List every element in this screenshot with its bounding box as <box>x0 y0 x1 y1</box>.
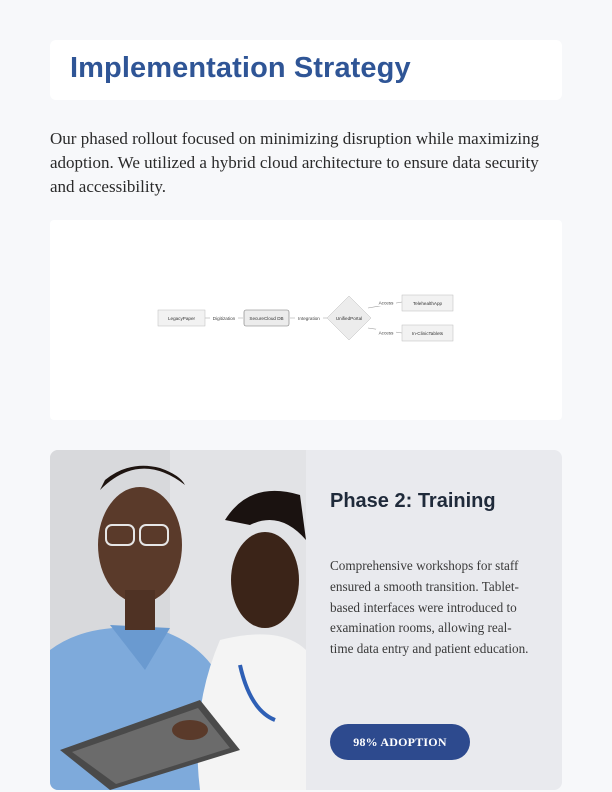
edge-label-access-top: Access <box>378 300 394 306</box>
node-legacy-paper-label: LegacyPaper <box>167 316 196 321</box>
phase-title: Phase 2: Training <box>330 490 496 512</box>
node-secure-cloud-db-label: SecureCloud DB <box>249 316 284 321</box>
page-title: Implementation Strategy <box>70 52 411 84</box>
node-telehealth-app-label: TelehealthApp <box>412 301 443 306</box>
flow-diagram <box>50 220 562 420</box>
phase-card <box>50 450 562 790</box>
title-card <box>50 40 562 100</box>
edge-label-integration: Integration <box>298 316 320 321</box>
phase-description: Comprehensive workshops for staff ensured a smooth transition. Tablet-based interfaces were introduced to examination rooms, allowing real-time data entry and patient education. <box>330 558 529 657</box>
node-unified-portal-label: UnifiedPortal <box>335 316 363 321</box>
flow-diagram-svg <box>50 220 562 420</box>
intro-paragraph: Our phased rollout focused on minimizing disruption while maximizing adoption. We utilized a hybrid cloud architecture to ensure data security and accessibility. <box>50 129 540 196</box>
edge-label-digitization: Digitization <box>212 316 236 321</box>
node-in-clinic-tablets-label: In-ClinicTablets <box>411 331 444 336</box>
adoption-badge: 98% ADOPTION <box>330 724 470 760</box>
edge-label-access-bottom: Access <box>378 330 394 336</box>
clinicians-photo <box>50 450 306 790</box>
